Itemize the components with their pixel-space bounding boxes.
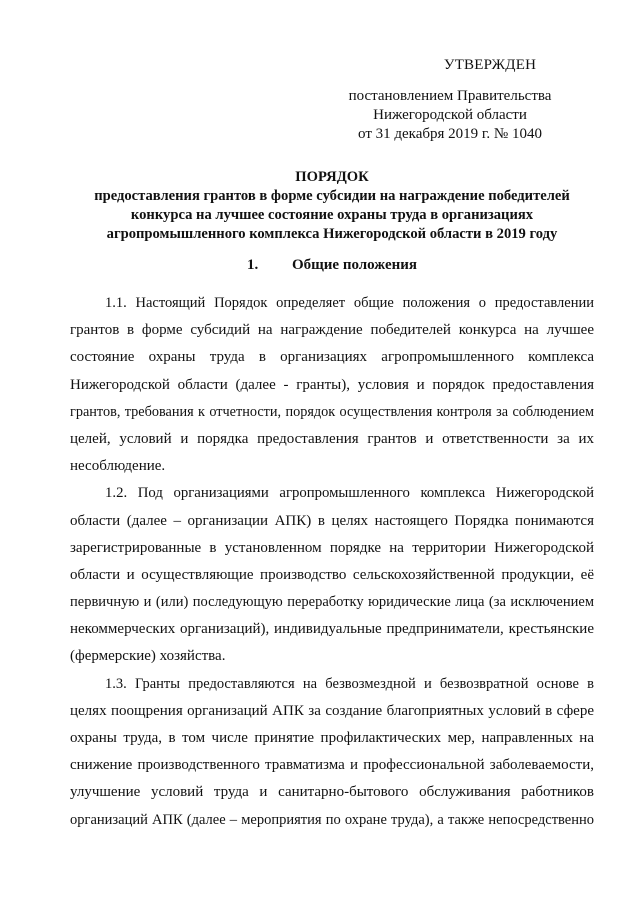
section-title: Общие положения <box>291 257 418 273</box>
title-line-2: предоставления грантов в форме субсидии на награждение победителей <box>94 188 570 204</box>
approval-stamp: УТВЕРЖДЕН <box>443 57 537 73</box>
title-line-3: конкурса на лучшее состояние охраны труда в организациях <box>130 207 534 223</box>
title-line-4: агропромышленного комплекса Нижегородской области в 2019 году <box>106 226 558 242</box>
text-line: охраны труда, в том числе принятие профилактических мер, направленных на <box>70 730 594 746</box>
text-line: снижение производственного травматизма и профессиональной заболеваемости, <box>70 757 594 774</box>
text-line: организаций АПК (далее – мероприятия по охране труда), а также непосредственно <box>70 811 594 828</box>
text-line: грантов, требования к отчетности, порядок осуществления контроля за соблюдением <box>70 403 594 420</box>
text-line: 1.1. Настоящий Порядок определяет общие положения о предоставлении <box>105 295 594 311</box>
text-line: 1.3. Гранты предоставляются на безвозмездной и безвозвратной основе в <box>105 675 594 692</box>
text-line: грантов в форме субсидий на награждение победителей конкурса на лучшее <box>70 322 594 339</box>
approval-block <box>330 56 570 144</box>
section-heading <box>70 256 594 275</box>
section-number: 1. <box>246 257 259 273</box>
text-line: (фермерские) хозяйства. <box>70 648 226 665</box>
text-line: области (далее – организации АПК) в целях настоящего Порядка понимаются <box>70 512 594 529</box>
document-title <box>70 168 594 244</box>
title-line-1: ПОРЯДОК <box>295 169 369 185</box>
text-line: улучшение условий труда и санитарно-бытового обслуживания работников <box>70 784 594 801</box>
text-line: целей, условий и порядка предоставления грантов и ответственности за их <box>70 430 594 447</box>
text-line: первичную и (или) последующую переработку юридические лица (за исключением <box>70 594 594 611</box>
text-line: целях поощрения организаций АПК за создание благоприятных условий в сфере <box>70 702 594 719</box>
approval-line-1: постановлением Правительства <box>348 88 552 104</box>
text-line: зарегистрированные в установленном порядке на территории Нижегородской <box>70 539 594 556</box>
text-line: 1.2. Под организациями агропромышленного комплекса Нижегородской <box>105 485 594 502</box>
approval-line-3: от 31 декабря 2019 г. № 1040 <box>358 126 542 142</box>
text-line: несоблюдение. <box>70 458 166 475</box>
text-line: некоммерческих организаций), индивидуальные предприниматели, крестьянские <box>70 621 594 638</box>
text-line: состояние охраны труда в организациях агропромышленного комплекса <box>70 349 594 366</box>
body-text <box>70 290 594 834</box>
text-line: Нижегородской области (далее - гранты), условия и порядок предоставления <box>70 376 594 393</box>
approval-line-2: Нижегородской области <box>373 107 527 123</box>
text-line: области и осуществляющие производство сельскохозяйственной продукции, её <box>70 566 594 583</box>
